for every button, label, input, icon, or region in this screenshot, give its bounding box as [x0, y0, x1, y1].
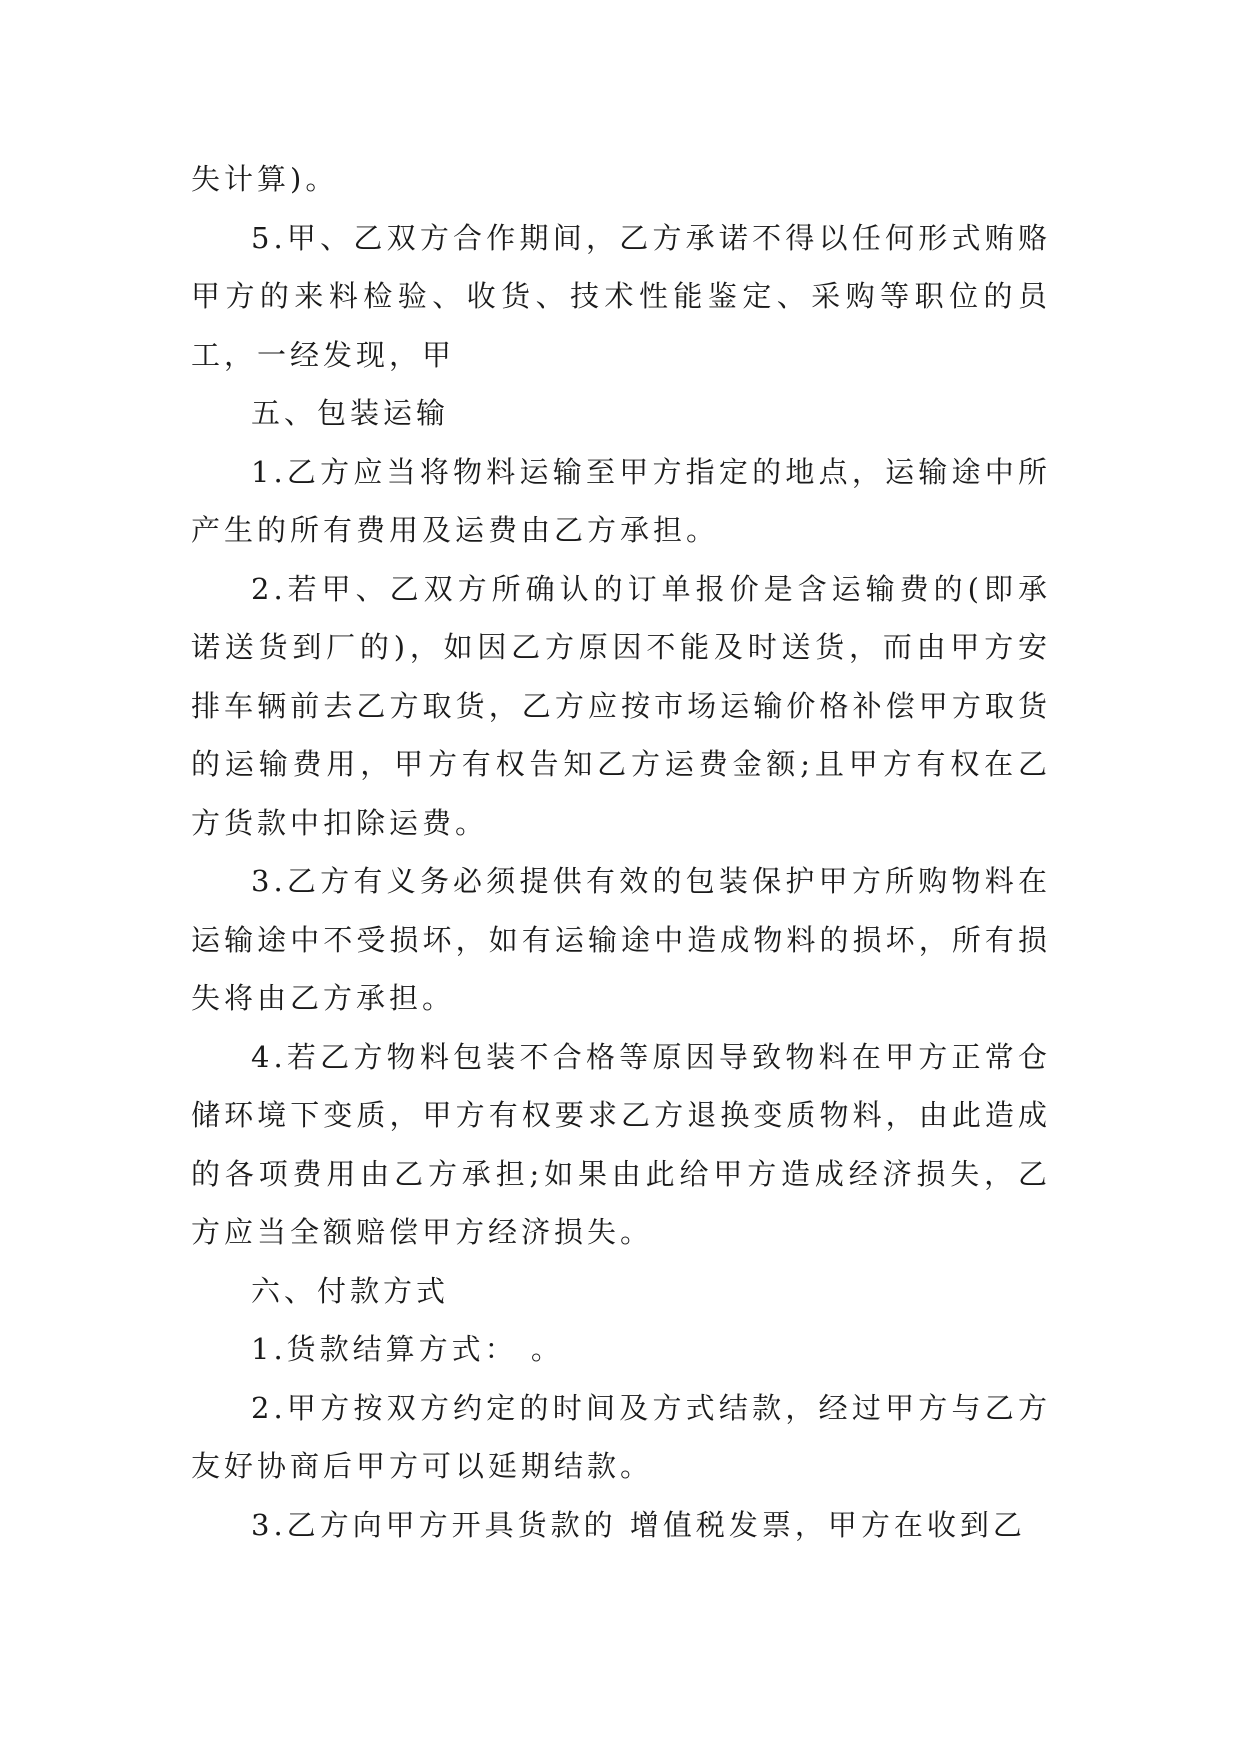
paragraph-clause-6-3: 3.乙方向甲方开具货款的 增值税发票，甲方在收到乙: [251, 1507, 1026, 1542]
paragraph-clause-5-1: 1.乙方应当将物料运输至甲方指定的地点，运输途中所产生的所有费用及运费由乙方承担。: [191, 454, 1051, 547]
document-body: [191, 150, 1051, 1554]
paragraph-clause-5-2: 2.若甲、乙双方所确认的订单报价是含运输费的(即承诺送货到厂的)，如因乙方原因不能及时送货，而由甲方安排车辆前去乙方取货，乙方应按市场运输价格补偿甲方取货的运输费用，甲方有权告知乙方运费金额;且甲方有权在乙方货款中扣除运费。: [191, 571, 1051, 840]
paragraph-clause-6-2: 2.甲方按双方约定的时间及方式结款，经过甲方与乙方友好协商后甲方可以延期结款。: [191, 1390, 1051, 1483]
paragraph-clause-5-4: 4.若乙方物料包装不合格等原因导致物料在甲方正常仓储环境下变质，甲方有权要求乙方退换变质物料，由此造成的各项费用由乙方承担;如果由此给甲方造成经济损失，乙方应当全额赔偿甲方经济损失。: [191, 1039, 1051, 1249]
section-heading-packaging: 五、包装运输: [251, 396, 450, 430]
paragraph-clause-5-3: 3.乙方有义务必须提供有效的包装保护甲方所购物料在运输途中不受损坏，如有运输途中造成物料的损坏，所有损失将由乙方承担。: [191, 864, 1051, 1015]
section-heading-payment: 六、付款方式: [251, 1273, 450, 1308]
paragraph-continuation: 失计算)。: [191, 162, 339, 196]
paragraph-clause-6-1: 1.货款结算方式： 。: [251, 1332, 564, 1366]
paragraph-clause-4-5: 5.甲、乙双方合作期间，乙方承诺不得以任何形式贿赂甲方的来料检验、收货、技术性能鉴定、采购等职位的员工，一经发现，甲: [191, 220, 1051, 372]
